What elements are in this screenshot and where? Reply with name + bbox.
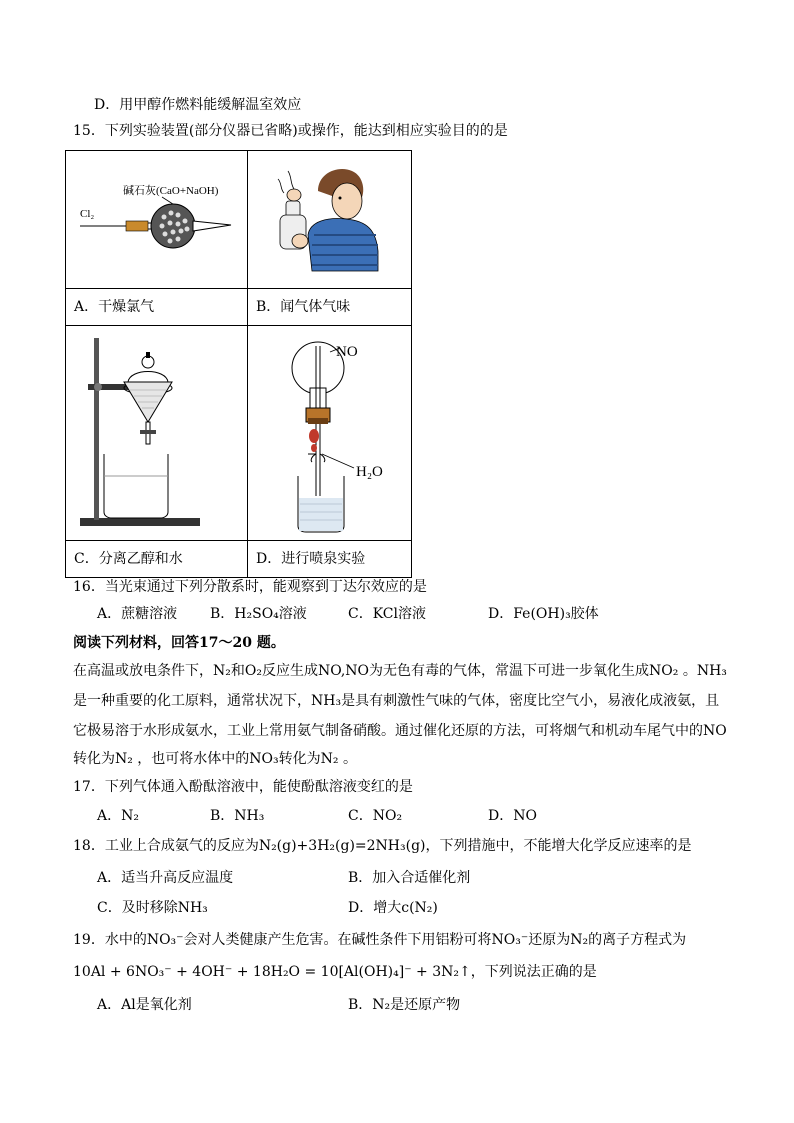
q15-a-figure xyxy=(66,151,248,289)
q15-d-figure xyxy=(248,326,412,541)
q15-a-caption: A．干燥氯气 xyxy=(66,289,248,326)
q17-option-b: B．NH₃ xyxy=(210,808,265,824)
q17-option-c: C．NO₂ xyxy=(348,808,403,824)
q18-stem: 18．工业上合成氨气的反应为N₂(g)+3H₂(g)=2NH₃(g)，下列措施中，不能增大化学反应速率的是 xyxy=(73,838,692,854)
q18-option-c: C．及时移除NH₃ xyxy=(97,900,208,916)
q15-c-figure xyxy=(66,326,248,541)
material-line-1: 在高温或放电条件下，N₂和O₂反应生成NO,NO为无色有毒的气体，常温下可进一步氧化生成NO₂ 。NH₃ xyxy=(73,663,727,679)
q18-option-b: B．加入合适催化剂 xyxy=(348,870,471,886)
q15-b-figure xyxy=(248,151,412,289)
q16-stem: 16．当光束通过下列分散系时，能观察到丁达尔效应的是 xyxy=(73,579,427,595)
material-line-2: 是一种重要的化工原料，通常状况下，NH₃是具有刺激性气味的气体，密度比空气小，易液化成液氨，且 xyxy=(73,693,720,709)
q16-option-d: D．Fe(OH)₃胶体 xyxy=(488,606,599,622)
q16-option-b: B．H₂SO₄溶液 xyxy=(210,606,307,622)
material-line-4: 转化为N₂ ，也可将水体中的NO₃转化为N₂ 。 xyxy=(73,751,357,767)
q19-stem: 19．水中的NO₃⁻会对人类健康产生危害。在碱性条件下用铝粉可将NO₃⁻还原为N₂的离子方程式为 xyxy=(73,932,687,948)
q15-b-caption: B．闻气体气味 xyxy=(248,289,412,326)
q18-option-d: D．增大c(N₂) xyxy=(348,900,438,916)
d-water-label: H₂O xyxy=(356,464,383,480)
q18-option-a: A．适当升高反应温度 xyxy=(97,870,234,886)
a-reagent-label: 碱石灰(CaO+NaOH) xyxy=(123,185,219,197)
material-heading: 阅读下列材料，回答17～20 题。 xyxy=(73,635,285,651)
q15-c-caption: C．分离乙醇和水 xyxy=(66,541,248,578)
q19-option-a: A．Al是氧化剂 xyxy=(97,997,192,1013)
q15-d-caption: D．进行喷泉实验 xyxy=(248,541,412,578)
material-line-3: 它极易溶于水形成氨水，工业上常用氨气制备硝酸。通过催化还原的方法，可将烟气和机动车尾气中的NO xyxy=(73,723,727,739)
q17-option-d: D．NO xyxy=(488,808,537,824)
q15-stem: 15．下列实验装置(部分仪器已省略)或操作，能达到相应实验目的的是 xyxy=(73,123,508,139)
q15-figure-table xyxy=(65,150,412,578)
q19-option-b: B．N₂是还原产物 xyxy=(348,997,461,1013)
q16-option-c: C．KCl溶液 xyxy=(348,606,426,622)
q16-option-a: A．蔗糖溶液 xyxy=(97,606,178,622)
q14-option-d: D．用甲醇作燃料能缓解温室效应 xyxy=(94,97,302,113)
d-gas-label: NO xyxy=(336,344,358,360)
a-gas-label: Cl₂ xyxy=(80,208,95,220)
q17-option-a: A．N₂ xyxy=(97,808,139,824)
q19-equation: 10Al + 6NO₃⁻ + 4OH⁻ + 18H₂O = 10[Al(OH)₄]⁻ + 3N₂↑，下列说法正确的是 xyxy=(73,964,597,980)
q17-stem: 17．下列气体通入酚酞溶液中，能使酚酞溶液变红的是 xyxy=(73,779,413,795)
